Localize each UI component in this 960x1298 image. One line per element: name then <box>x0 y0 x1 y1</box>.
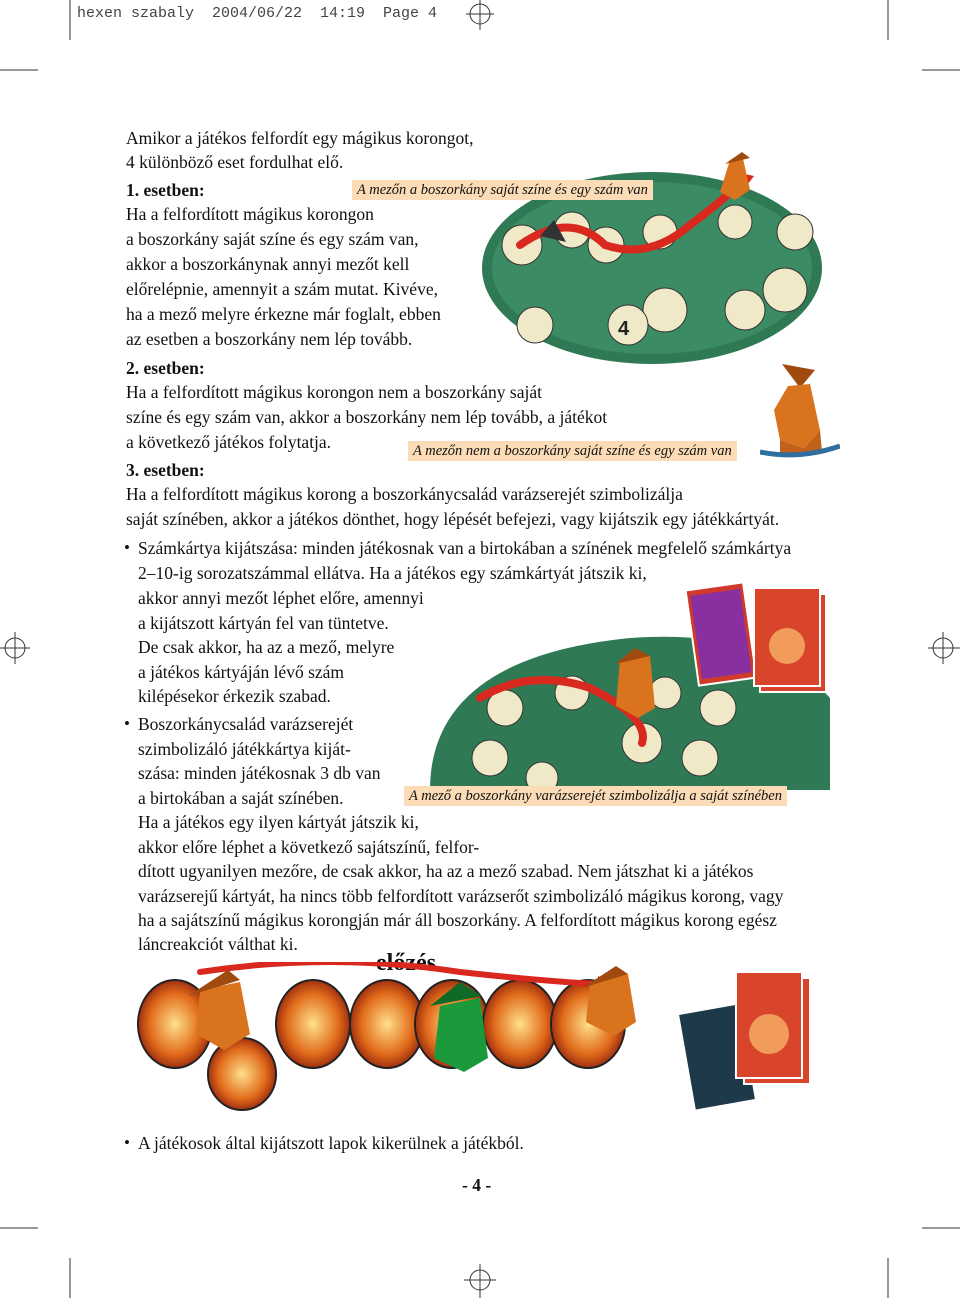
registration-mark-top <box>466 0 494 30</box>
case1-line-2: a boszorkány saját színe és egy szám van, <box>126 229 419 249</box>
bullet1-line-2: 2–10-ig sorozatszámmal ellátva. Ha a játékos egy számkártyát játszik ki, <box>138 563 647 583</box>
bullet2-line-1: Boszorkánycsalád varázserejét <box>138 714 354 734</box>
board-illustration-2 <box>410 578 840 790</box>
bullet1-line-7: kilépésekor érkezik szabad. <box>138 686 331 706</box>
bullet2-caption: A mező a boszorkány varázserejét szimbolizálja a saját színében <box>404 786 787 806</box>
case1-line-4: előrelépnie, amennyit a szám mutat. Kivéve, <box>126 279 438 299</box>
case3-line-2: saját színében, akkor a játékos dönthet, hogy lépését befejezi, vagy kijátszik egy játékkártyát. <box>126 509 780 529</box>
bullet3-text: A játékosok által kijátszott lapok kikerülnek a játékból. <box>138 1133 524 1153</box>
bullet2-line-2: szimbolizáló játékkártya kiját- <box>138 739 351 759</box>
page-number: - 4 - <box>462 1175 492 1195</box>
case1-line-3: akkor a boszorkánynak annyi mezőt kell <box>126 254 410 274</box>
bullet1-line-1: Számkártya kijátszása: minden játékosnak van a birtokában a színének megfelelő számkártya <box>138 538 792 558</box>
case1-caption: A mezőn a boszorkány saját színe és egy szám van <box>352 180 653 200</box>
case1-line-5: ha a mező melyre érkezne már foglalt, ebben <box>126 304 441 324</box>
bullet1-line-3: akkor annyi mezőt léphet előre, amennyi <box>138 588 424 608</box>
bullet1-line-6: a játékos kártyáján lévő szám <box>138 662 345 682</box>
case1-line-6: az esetben a boszorkány nem lép tovább. <box>126 329 413 349</box>
witch-figure-orange <box>720 152 750 200</box>
bullet2-line-3: szása: minden játékosnak 3 db van <box>138 763 381 783</box>
card-stack-2 <box>754 588 826 692</box>
case1-line-1: Ha a felfordított mágikus korongon <box>126 204 374 224</box>
case2-line-2: színe és egy szám van, akkor a boszorkány nem lép tovább, a játékot <box>126 407 608 427</box>
witch-figure-case2 <box>760 360 840 460</box>
bullet-2-marker: • <box>124 714 130 733</box>
bullet2-line-7: dított ugyanilyen mezőre, de csak akkor, ha az a mező szabad. Nem játszhat ki a játékos <box>138 861 754 881</box>
bullet1-line-4: a kijátszott kártyán fel van tüntetve. <box>138 613 389 633</box>
bullet-3-marker: • <box>124 1133 130 1152</box>
overtake-illustration <box>130 962 850 1112</box>
case1-heading: 1. esetben: <box>126 180 205 200</box>
intro-line-2: 4 különböző eset fordulhat elő. <box>126 152 344 172</box>
registration-mark-right <box>928 632 960 664</box>
disc-number: 4 <box>618 318 630 340</box>
running-head: hexen szabaly 2004/06/22 14:19 Page 4 <box>77 5 438 22</box>
case3-line-1: Ha a felfordított mágikus korong a boszorkánycsalád varázserejét szimbolizálja <box>126 484 683 504</box>
bullet2-line-4: a birtokában a saját színében. <box>138 788 344 808</box>
bullet2-line-5: Ha a játékos egy ilyen kártyát játszik ki, <box>138 812 419 832</box>
bullet2-line-6: akkor előre léphet a következő sajátszínű, felfor- <box>138 837 480 857</box>
overtake-title: előzés <box>376 950 436 976</box>
overtake-arrow <box>200 962 600 984</box>
intro-line-1: Amikor a játékos felfordít egy mágikus korongot, <box>126 128 474 148</box>
card-stack-1 <box>686 582 757 685</box>
bullet2-line-10: láncreakciót válthat ki. <box>138 934 298 954</box>
bullet1-line-5: De csak akkor, ha az a mező, melyre <box>138 637 395 657</box>
case2-line-3: a következő játékos folytatja. <box>126 432 332 452</box>
registration-mark-bottom <box>464 1264 496 1298</box>
case2-caption: A mezőn nem a boszorkány saját színe és egy szám van <box>408 441 737 461</box>
case2-line-1: Ha a felfordított mágikus korongon nem a boszorkány saját <box>126 382 543 402</box>
bullet2-line-8: varázserejű kártyát, ha nincs több felfordított varázserőt szimbolizáló mágikus korong, vagy <box>138 886 784 906</box>
bullet2-line-9: ha a sajátszínű mágikus korongján már áll boszorkány. A felfordított mágikus korong egész <box>138 910 777 930</box>
registration-mark-left <box>0 632 30 664</box>
card-stack-3 <box>678 972 810 1111</box>
bullet-1-marker: • <box>124 538 130 557</box>
case2-heading: 2. esetben: <box>126 358 205 378</box>
case3-heading: 3. esetben: <box>126 460 205 480</box>
